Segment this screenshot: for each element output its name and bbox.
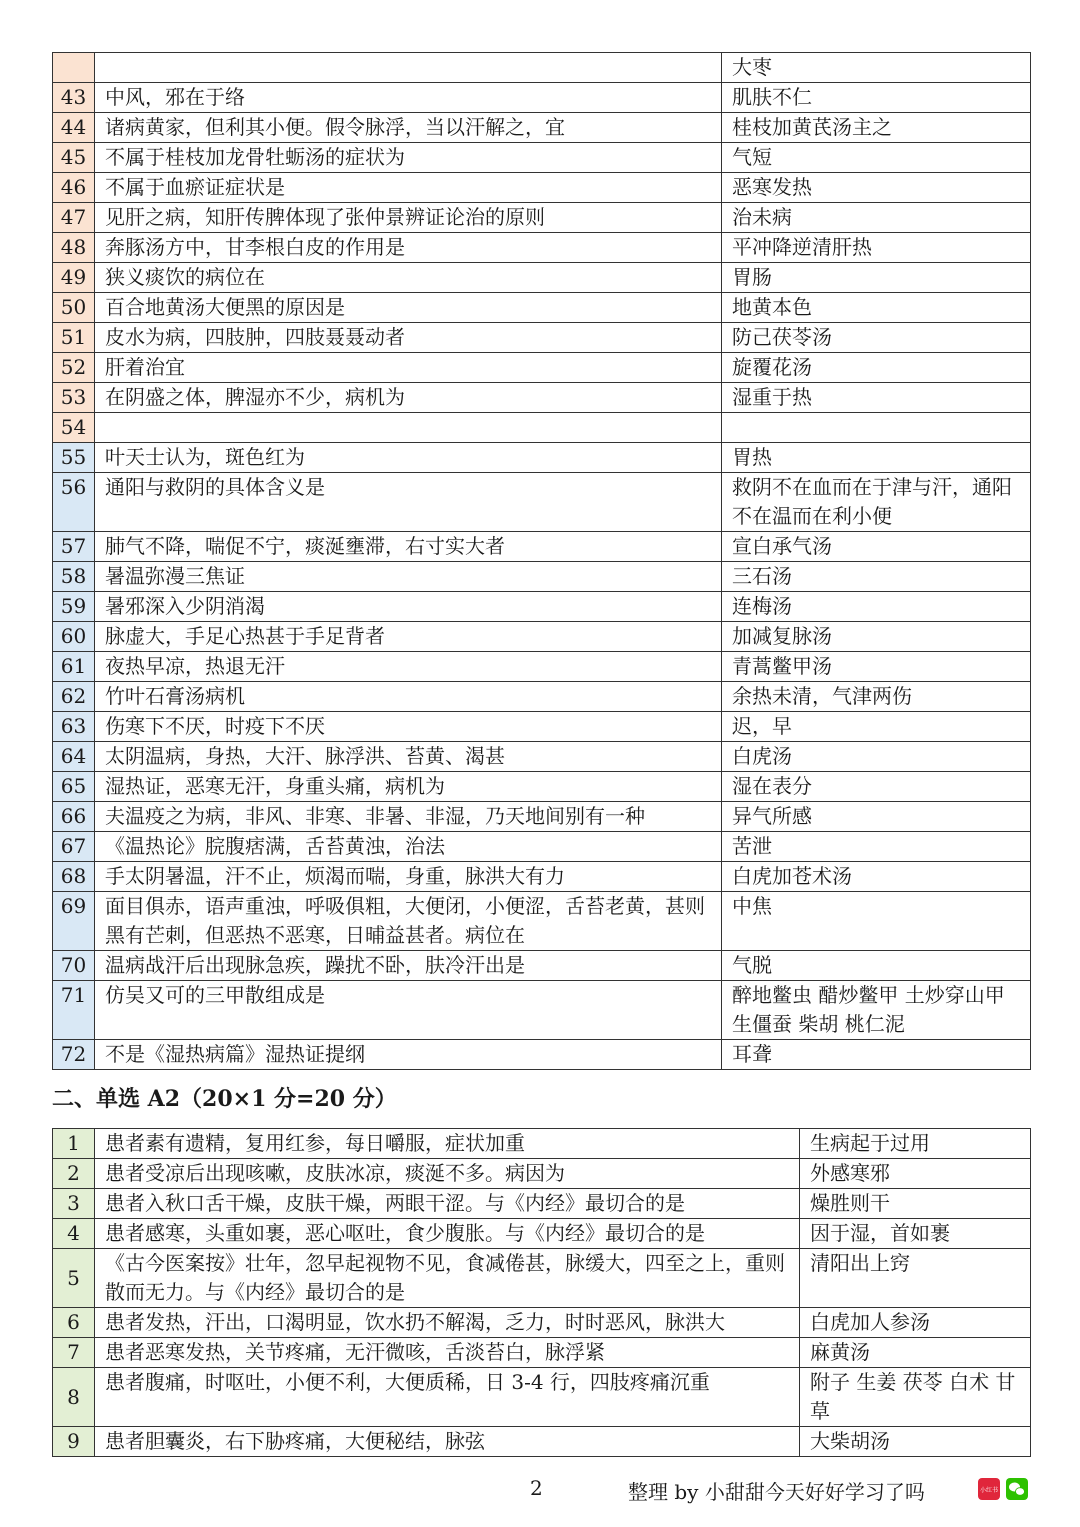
table-row [53,143,1031,173]
table-row [53,862,1031,892]
answer-cell: 旋覆花汤 [722,353,1031,383]
footer-icons [978,1478,1030,1504]
row-number: 57 [53,532,95,562]
answer-cell: 清阳出上窍 [800,1249,1031,1308]
row-number: 46 [53,173,95,203]
answer-cell: 白虎汤 [722,742,1031,772]
answer-cell: 耳聋 [722,1040,1031,1070]
row-number: 45 [53,143,95,173]
table-row [53,83,1031,113]
answer-cell: 肌肤不仁 [722,83,1031,113]
question-cell: 患者受凉后出现咳嗽，皮肤冰凉，痰涎不多。病因为 [95,1159,800,1189]
answer-cell: 附子 生姜 茯苓 白术 甘草 [800,1368,1031,1427]
table-row [53,682,1031,712]
answer-cell: 恶寒发热 [722,173,1031,203]
answer-cell: 胃肠 [722,263,1031,293]
table-row [53,383,1031,413]
row-number: 48 [53,233,95,263]
answer-cell: 因于湿，首如裹 [800,1219,1031,1249]
questions-table-a2 [52,1128,1031,1457]
answer-cell: 余热未清，气津两伤 [722,682,1031,712]
answer-cell: 胃热 [722,443,1031,473]
row-number: 69 [53,892,95,951]
table-row [53,981,1031,1040]
answer-cell: 青蒿鳖甲汤 [722,652,1031,682]
answer-cell: 宣白承气汤 [722,532,1031,562]
question-cell: 夜热早凉，热退无汗 [95,652,722,682]
answer-cell: 三石汤 [722,562,1031,592]
row-number: 67 [53,832,95,862]
table-row [53,1338,1031,1368]
answer-cell: 外感寒邪 [800,1159,1031,1189]
answer-cell: 地黄本色 [722,293,1031,323]
question-cell: 面目俱赤，语声重浊，呼吸俱粗，大便闭，小便涩，舌苔老黄，甚则黑有芒刺，但恶热不恶寒，日晡益甚者。病位在 [95,892,722,951]
table-row [53,1129,1031,1159]
question-cell [95,413,722,443]
row-number: 66 [53,802,95,832]
row-number: 71 [53,981,95,1040]
row-number: 53 [53,383,95,413]
row-number: 50 [53,293,95,323]
question-cell: 肺气不降，喘促不宁，痰涎壅滞，右寸实大者 [95,532,722,562]
question-cell: 中风，邪在于络 [95,83,722,113]
table-row [53,622,1031,652]
table-row [53,413,1031,443]
question-cell: 患者胆囊炎，右下胁疼痛，大便秘结，脉弦 [95,1427,800,1457]
table-row [53,1189,1031,1219]
question-cell: 不是《湿热病篇》湿热证提纲 [95,1040,722,1070]
question-cell: 患者素有遗精，复用红参，每日嚼服，症状加重 [95,1129,800,1159]
table-row [53,712,1031,742]
question-cell: 患者入秋口舌干燥，皮肤干燥，两眼干涩。与《内经》最切合的是 [95,1189,800,1219]
answer-cell: 苦泄 [722,832,1031,862]
question-cell: 湿热证，恶寒无汗，身重头痛，病机为 [95,772,722,802]
row-number: 70 [53,951,95,981]
question-cell: 在阴盛之体，脾湿亦不少，病机为 [95,383,722,413]
table-row [53,263,1031,293]
table-row [53,892,1031,951]
social-icons [978,1478,1030,1500]
row-number: 58 [53,562,95,592]
question-cell: 暑温弥漫三焦证 [95,562,722,592]
question-cell: 肝着治宜 [95,353,722,383]
section-heading: 二、单选 A2（20×1 分=20 分） [52,1086,397,1112]
question-cell: 狭义痰饮的病位在 [95,263,722,293]
row-number: 64 [53,742,95,772]
row-number [53,53,95,83]
answer-cell: 防己茯苓汤 [722,323,1031,353]
question-cell: 皮水为病，四肢肿，四肢聂聂动者 [95,323,722,353]
answer-cell: 桂枝加黄芪汤主之 [722,113,1031,143]
answer-cell: 救阴不在血而在于津与汗，通阳不在温而在利小便 [722,473,1031,532]
row-number: 9 [53,1427,95,1457]
question-cell: 叶天士认为，斑色红为 [95,443,722,473]
table-row [53,562,1031,592]
table-row [53,473,1031,532]
question-cell: 奔豚汤方中，甘李根白皮的作用是 [95,233,722,263]
table-row [53,353,1031,383]
row-number: 62 [53,682,95,712]
table-row [53,173,1031,203]
row-number: 4 [53,1219,95,1249]
table-row [53,1427,1031,1457]
question-cell: 患者恶寒发热，关节疼痛，无汗微咳，舌淡苔白，脉浮紧 [95,1338,800,1368]
row-number: 68 [53,862,95,892]
question-cell: 暑邪深入少阴消渴 [95,592,722,622]
row-number: 5 [53,1249,95,1308]
table-row [53,742,1031,772]
answer-cell: 气短 [722,143,1031,173]
row-number: 6 [53,1308,95,1338]
question-cell: 通阳与救阴的具体含义是 [95,473,722,532]
question-cell: 患者发热，汗出，口渴明显，饮水扔不解渴，乏力，时时恶风，脉洪大 [95,1308,800,1338]
answer-cell: 连梅汤 [722,592,1031,622]
row-number: 59 [53,592,95,622]
table-row [53,443,1031,473]
question-cell: 患者感寒，头重如裹，恶心呕吐，食少腹胀。与《内经》最切合的是 [95,1219,800,1249]
table-row [53,1040,1031,1070]
answer-cell: 加减复脉汤 [722,622,1031,652]
answer-cell: 湿在表分 [722,772,1031,802]
answer-cell: 异气所感 [722,802,1031,832]
question-cell: 百合地黄汤大便黑的原因是 [95,293,722,323]
question-cell: 《古今医案按》壮年，忽早起视物不见，食减倦甚，脉缓大，四至之上，重则散而无力。与《内经》最切合的是 [95,1249,800,1308]
answer-cell: 气脱 [722,951,1031,981]
row-number: 7 [53,1338,95,1368]
row-number: 55 [53,443,95,473]
table-row [53,53,1031,83]
table-row [53,293,1031,323]
table-row [53,1308,1031,1338]
table-row [53,1249,1031,1308]
question-cell: 不属于桂枝加龙骨牡蛎汤的症状为 [95,143,722,173]
question-cell: 太阴温病，身热，大汗、脉浮洪、苔黄、渴甚 [95,742,722,772]
question-cell: 温病战汗后出现脉急疾，躁扰不卧，肤冷汗出是 [95,951,722,981]
table-row [53,1368,1031,1427]
answer-cell: 湿重于热 [722,383,1031,413]
row-number: 1 [53,1129,95,1159]
answer-cell: 白虎加人参汤 [800,1308,1031,1338]
wechat-icon [1006,1478,1028,1500]
table-row [53,1219,1031,1249]
row-number: 52 [53,353,95,383]
question-cell: 诸病黄家，但利其小便。假令脉浮，当以汗解之，宜 [95,113,722,143]
page-number: 2 [530,1476,543,1500]
answer-cell: 生病起于过用 [800,1129,1031,1159]
question-cell: 《温热论》脘腹痞满，舌苔黄浊，治法 [95,832,722,862]
question-cell: 患者腹痛，时呕吐，小便不利，大便质稀，日 3-4 行，四肢疼痛沉重 [95,1368,800,1427]
table-row [53,203,1031,233]
xiaohongshu-icon [978,1478,1000,1500]
row-number: 47 [53,203,95,233]
row-number: 3 [53,1189,95,1219]
table-row [53,233,1031,263]
answer-cell: 中焦 [722,892,1031,951]
table-row [53,323,1031,353]
answer-cell: 燥胜则干 [800,1189,1031,1219]
footer-credit: 整理 by 小甜甜今天好好学习了吗 [628,1480,925,1504]
table-row [53,532,1031,562]
row-number: 2 [53,1159,95,1189]
table-row [53,652,1031,682]
answer-cell: 平冲降逆清肝热 [722,233,1031,263]
question-cell: 夫温疫之为病，非风、非寒、非暑、非湿，乃天地间别有一种 [95,802,722,832]
table-row [53,592,1031,622]
table-row [53,802,1031,832]
row-number: 43 [53,83,95,113]
answer-cell: 大柴胡汤 [800,1427,1031,1457]
question-cell: 手太阴暑温，汗不止，烦渴而喘，身重，脉洪大有力 [95,862,722,892]
row-number: 51 [53,323,95,353]
row-number: 49 [53,263,95,293]
xhs-badge-text: 小红书 [979,1487,999,1494]
question-cell [95,53,722,83]
row-number: 44 [53,113,95,143]
question-cell: 仿吴又可的三甲散组成是 [95,981,722,1040]
answer-cell: 迟，早 [722,712,1031,742]
answer-cell: 白虎加苍术汤 [722,862,1031,892]
row-number: 63 [53,712,95,742]
question-cell: 脉虚大，手足心热甚于手足背者 [95,622,722,652]
table-row [53,113,1031,143]
questions-table-part1 [52,52,1031,1070]
row-number: 54 [53,413,95,443]
table-row [53,951,1031,981]
answer-cell: 大枣 [722,53,1031,83]
answer-cell: 治未病 [722,203,1031,233]
row-number: 61 [53,652,95,682]
question-cell: 竹叶石膏汤病机 [95,682,722,712]
row-number: 8 [53,1368,95,1427]
row-number: 56 [53,473,95,532]
table-row [53,1159,1031,1189]
answer-cell: 醉地鳖虫 醋炒鳖甲 土炒穿山甲 生僵蚕 柴胡 桃仁泥 [722,981,1031,1040]
row-number: 65 [53,772,95,802]
question-cell: 见肝之病，知肝传脾体现了张仲景辨证论治的原则 [95,203,722,233]
table-row [53,772,1031,802]
row-number: 60 [53,622,95,652]
row-number: 72 [53,1040,95,1070]
answer-cell: 麻黄汤 [800,1338,1031,1368]
question-cell: 不属于血瘀证症状是 [95,173,722,203]
answer-cell [722,413,1031,443]
table-row [53,832,1031,862]
question-cell: 伤寒下不厌，时疫下不厌 [95,712,722,742]
